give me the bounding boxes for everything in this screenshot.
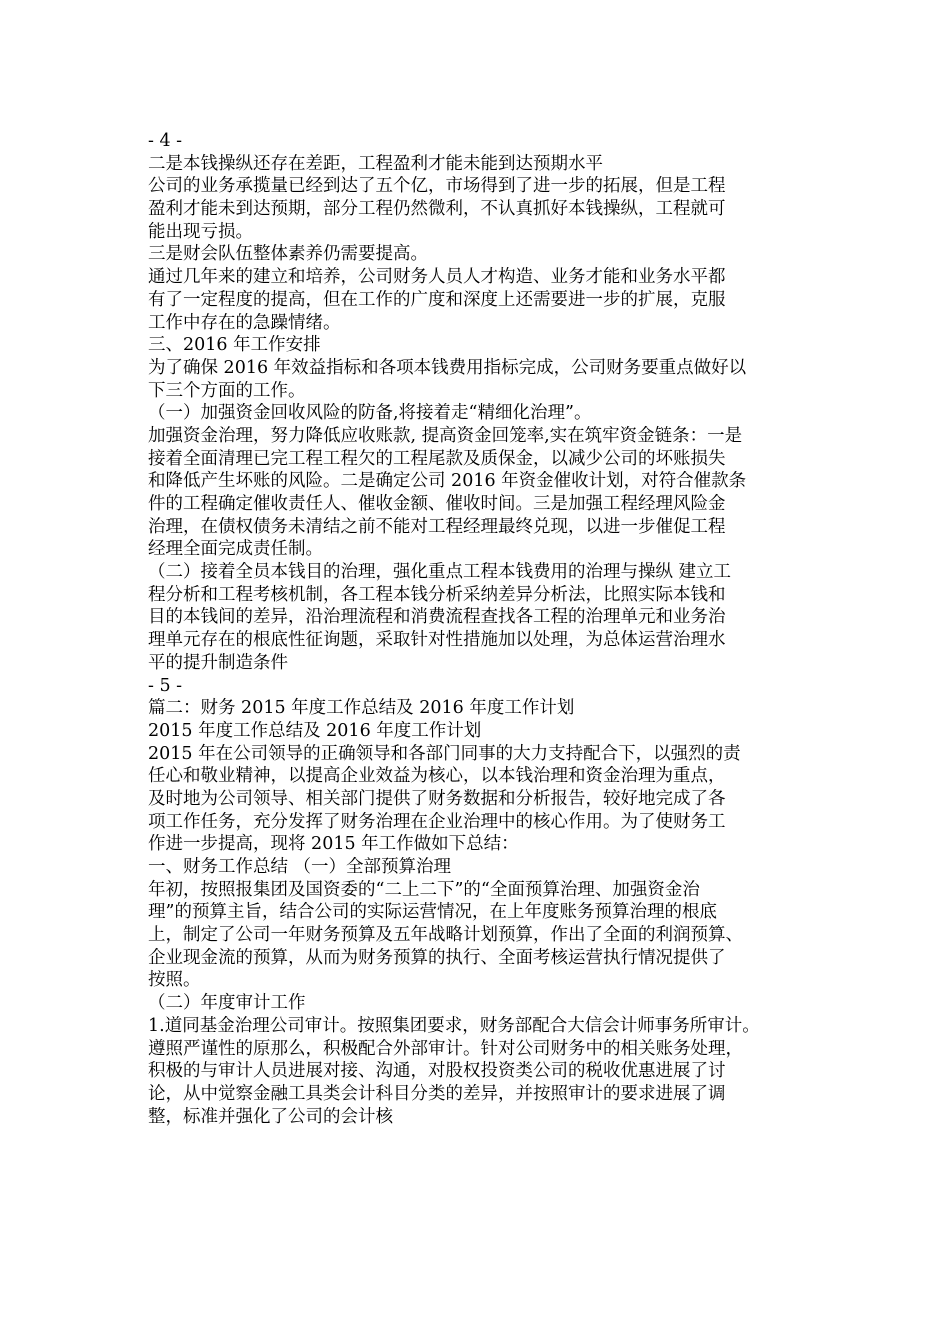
text-line: - 4 -: [148, 131, 183, 151]
text-line: 积极的与审计人员进展对接、沟通，对股权投资类公司的税收优惠进展了讨: [148, 1061, 726, 1082]
document-body: [148, 130, 848, 1128]
text-line: 和降低产生坏账的风险。二是确定公司 2016 年资金催收计划，对符合催款条: [148, 471, 747, 492]
text-line: 有了一定程度的提高，但在工作的广度和深度上还需要进一步的扩展，克服: [148, 289, 726, 310]
text-line: 2015 年在公司领导的正确领导和各部门同事的大力支持配合下，以强烈的责: [148, 743, 741, 764]
text-line: 盈利才能未到达预期，部分工程仍然微利，不认真抓好本钱操纵，工程就可: [148, 199, 726, 220]
text-line: 三是财会队伍整体素养仍需要提高。: [148, 244, 428, 265]
text-line: 三、2016 年工作安排: [148, 335, 321, 356]
text-line: 及时地为公司领导、相关部门提供了财务数据和分析报告，较好地完成了各: [148, 788, 726, 809]
text-line: 论，从中觉察金融工具类会计科目分类的差异，并按照审计的要求进展了调: [148, 1083, 726, 1104]
text-line: 一、财务工作总结 （一）全部预算治理: [148, 857, 452, 877]
text-line: 篇二：财务 2015 年度工作总结及 2016 年度工作计划: [148, 698, 575, 719]
text-line: 任心和敬业精神，以提高企业效益为核心，以本钱治理和资金治理为重点，: [148, 766, 726, 787]
text-line: （二）年度审计工作: [148, 993, 306, 1014]
text-line: 下三个方面的工作。: [148, 380, 306, 401]
text-line: 为了确保 2016 年效益指标和各项本钱费用指标完成，公司财务要重点做好以: [148, 357, 747, 378]
text-line: 工作中存在的急躁情绪。: [148, 312, 341, 333]
text-line: 整，标准并强化了公司的会计核: [148, 1106, 393, 1127]
text-line: 目的本钱间的差异，沿治理流程和消费流程查找各工程的治理单元和业务治: [148, 607, 726, 628]
text-line: 上，制定了公司一年财务预算及五年战略计划预算，作出了全面的利润预算、: [148, 925, 743, 946]
text-line: 程分析和工程考核机制，各工程本钱分析采纳差异分析法，比照实际本钱和: [148, 584, 726, 605]
text-line: - 5 -: [148, 675, 183, 696]
text-line: 公司的业务承揽量已经到达了五个亿，市场得到了进一步的拓展，但是工程: [148, 176, 726, 197]
text-line: 遵照严谨性的原那么，积极配合外部审计。针对公司财务中的相关账务处理，: [148, 1038, 743, 1059]
text-line: 理”的预算主旨，结合公司的实际运营情况，在上年度账务预算治理的根底: [148, 902, 717, 923]
text-line: 2015 年度工作总结及 2016 年度工作计划: [148, 720, 482, 741]
text-line: 1.道同基金治理公司审计。按照集团要求，财务部配合大信会计师事务所审计。: [148, 1015, 760, 1036]
text-line: 作进一步提高，现将 2015 年工作做如下总结：: [148, 834, 519, 855]
text-line: 接着全面清理已完工程工程欠的工程尾款及质保金，以减少公司的坏账损失: [148, 448, 726, 469]
text-line: 理单元存在的根底性征询题，采取针对性措施加以处理，为总体运营治理水: [148, 630, 726, 651]
text-line: 项工作任务，充分发挥了财务治理在企业治理中的核心作用。为了使财务工: [148, 811, 726, 832]
text-line: 件的工程确定催收责任人、催收金额、催收时间。三是加强工程经理风险金: [148, 494, 726, 514]
text-line: 按照。: [148, 970, 201, 991]
text-line: （一）加强资金回收风险的防备,将接着走“精细化治理”。: [148, 403, 592, 424]
text-line: 通过几年来的建立和培养，公司财务人员人才构造、业务才能和业务水平都: [148, 267, 726, 288]
text-line: 平的提升制造条件: [148, 652, 288, 673]
text-line: 加强资金治理，努力降低应收账款, 提高资金回笼率,实在筑牢资金链条：一是: [148, 425, 743, 446]
text-line: 经理全面完成责任制。: [148, 539, 323, 560]
text-line: 年初，按照报集团及国资委的“二上二下”的“全面预算治理、加强资金治: [148, 879, 700, 900]
text-line: 治理，在债权债务未清结之前不能对工程经理最终兑现，以进一步催促工程: [148, 516, 726, 537]
text-line: （二）接着全员本钱目的治理，强化重点工程本钱费用的治理与操纵 建立工: [148, 562, 732, 583]
text-line: 企业现金流的预算，从而为财务预算的执行、全面考核运营执行情况提供了: [148, 947, 726, 968]
text-line: 二是本钱操纵还存在差距，工程盈利才能未能到达预期水平: [148, 153, 603, 174]
text-line: 能出现亏损。: [148, 221, 253, 242]
